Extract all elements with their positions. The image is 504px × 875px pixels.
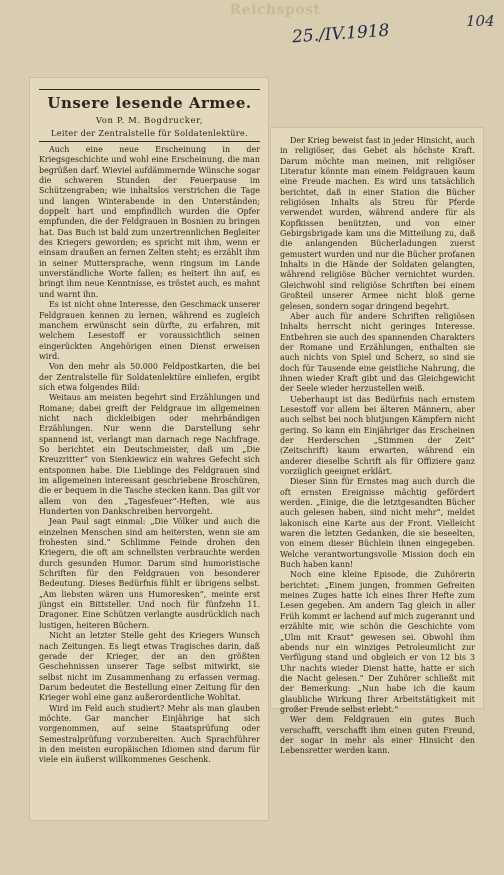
right-paragraph: Ueberhaupt ist das Bedürfnis nach ernstem Lesestoff vor allem bei älteren Männern, aber auch selbst bei noch blutjungen Kämpfern nicht gering. So kann ein Einjähriger das Erscheinen der Herderschen „Stimmen der Zeit“ (Zeitschrift) kaum erwarten, während ein anderer dieselbe Schrift als für Offiziere ganz vorzüglich geeignet erklärt.: [280, 394, 475, 476]
left-paragraph: Wird im Feld auch studiert? Mehr als man glauben möchte. Gar mancher Einjährige hat sich vorgenommen, auf seine Staatsprüfung oder Semestralprüfung vorzubereiten. Auch Sprachführer in den meisten europäischen Idiomen sind darum für viele ein äußerst willkommenes Geschenk.: [39, 703, 260, 765]
left-paragraph: Auch eine neue Erscheinung in der Kriegsgeschichte und wohl eine Erscheinung, die man begrüßen darf. Wieviel aufdämmernde Wünsche sogar die schweren Stunden der Feuerpause im Schützengraben; wie inhaltslos verstrichen die Tage und langen Winterabende in den Unterständen; doppelt hart und empfindlich wurden die Opfer empfunden, die der Feldgrauen in Bosnien zu bringen hat. Das Buch ist bald zum unzertrennlichen Begleiter des Kriegers geworden; es spricht mit ihm, wenn er einsam draußen an fernen Zelten steht; es erzählt ihm in seiner Muttersprache, wenn ringsum im Lande unverständliche Worte fallen; es heitert ihn auf, es bringt ihm neue Kenntnisse, es tröstet auch, es mahnt und warnt ihn.: [39, 145, 260, 299]
article-title: Unsere lesende Armee.: [47, 94, 252, 112]
handwritten-folio: 104: [466, 12, 495, 30]
right-paragraph: Dieser Sinn für Ernstes mag auch durch die oft ernsten Ereignisse mächtig gefördert werden. „Einige, die die letztgesandten Bücher auch gelesen haben, sind nicht mehr“, meldet lakonisch eine Karte aus der Front. Vielleicht waren die letzten Gedanken, die sie beseelten, von einem dieser Büchlein ihnen eingegeben. Welche verantwortungsvolle Mission doch ein Buch haben kann!: [280, 477, 475, 570]
left-paragraph: Es ist nicht ohne Interesse, den Geschmack unserer Feldgrauen kennen zu lernen, während es zugleich manchem erwünscht sein dürfte, zu erfahren, mit welchem Lesestoff er voraussichtlich seinen eingerückten Angehörigen einen Dienst erweisen wird.: [39, 300, 260, 361]
divider-rule: [39, 141, 260, 142]
handwritten-date: 25./IV.1918: [291, 20, 391, 48]
right-paragraph: Noch eine kleine Episode, die Zuhörerin berichtet: „Einem jungen, frommen Gefreiten meines Zuges hatte ich eines Ihrer Hefte zum Lesen gegeben. Am andern Tag gleich in aller Früh kommt er lachend auf mich zugerannt und erzählte mir, wie schön die Geschichte vom „Ulm mit Kraut“ gewesen sei. Obwohl ihm abends nur ein winziges Petroleumlicht zur Verfügung stand und obgleich er von 12 bis 3 Uhr nachts wieder Dienst hatte, hatte er sich die Nacht gelesen.“ Der Zuhörer schließt mit der Bemerkung: „Nun habe ich die kaum glaubliche Wirkung Ihrer Arbeitstätigkeit mit großer Freude selbst erlebt.“: [280, 570, 475, 714]
right-paragraph: Der Krieg beweist fast in jeder Hinsicht, auch in religiöser, das Gebet als höchste Kraft. Darum möchte man meinen, mit religiöser Literatur könnte man einem Feldgrauen kaum eine Freude machen. Es wird uns tatsächlich berichtet, daß in einer Station die Bücher religiösen Inhalts als Streu für Pferde verwendet wurden, während andere für als Kopfkissen benützten, und von einer Gebirgsbrigade kam uns die Mitteilung zu, daß die anlangenden Bücherladungen zuerst gemustert wurden und nur die Bücher profanen Inhalts in die Hände der Soldaten gelangten, während religiöse Bücher vernichtet wurden. Gleichwohl sind religiöse Schriften bei einem Großteil unserer Armee nicht bloß gerne gelesen, sondern sogar dringend begehrt.: [280, 136, 475, 311]
article-clipping-left: [30, 78, 268, 820]
right-paragraph: Aber auch für andere Schriften religiösen Inhalts herrscht nicht geringes Interesse. Entbehren sie auch des spannenden Charakters der Romane und Erzählungen, enthalten sie auch nichts von Spiel und Scherz, so sind sie doch für Tausende eine geistliche Nahrung, die ihnen wieder Kraft gibt und das Gleichgewicht der Seele wieder herzustellen weiß.: [280, 311, 475, 394]
article-clipping-right: [271, 128, 483, 756]
right-paragraph: Wer dem Feldgrauen ein gutes Buch verschafft, verschafft ihm einen guten Freund, der sogar in mehr als einer Hinsicht den Lebensretter werden kann.: [280, 715, 475, 756]
article-affiliation: Leiter der Zentralstelle für Soldatenlektüre.: [50, 128, 249, 138]
left-paragraph: Weitaus am meisten begehrt sind Erzählungen und Romane; dabei greift der Feldgraue im allgemeinen nicht nach dickleibigen oder mehrbändigen Erzählungen. Nur wenn die Darstellung sehr spannend ist, verlangt man darnach rege Nachfrage. So berichtet ein Deutschmeister, daß um „Die Kreuzritter“ von Sienkiewicz ein wahres Gefecht sich entsponnen habe. Die Lieblinge des Feldgrauen sind im allgemeinen interessant geschriebene Broschüren, die er bequem in die Tasche stecken kann. Das gilt vor allem von den „Tagesfeuer“-Heften, wie aus Hunderten von Dankschreiben hervorgeht.: [39, 393, 260, 517]
article-byline: Von P. M. Bogdrucker,: [95, 116, 204, 126]
left-paragraph: Jean Paul sagt einmal: „Die Völker und auch die einzelnen Menschen sind am heitersten, wenn sie am frohesten sind.“ Schlimme Feinde drohen den Kriegern, die oft am schnellsten verbrauchte werden durch gesunden Humor. Darum sind humoristische Schriften für den Feldgrauen von besonderer Bedeutung. Dieses Bedürfnis fühlt er übrigens selbst. „Am liebsten wären uns Humoresken“, meinte erst jüngst ein Bittsteller. Und noch für fünfzehn 11. Dragoner. Eine Schützen verlangte ausdrücklich nach lustigen, heiteren Büchern.: [39, 517, 260, 630]
left-paragraph: Nicht an letzter Stelle geht des Kriegers Wunsch nach Zeitungen. Es liegt etwas Tragisches darin, daß gerade der Krieger, der an den größten Geschehnissen unserer Tage selbst mitwirkt, sie selbst nicht im Zusammenhang zu erfassen vermag. Darum bedeutet die Bestellung einer Zeitung für den Krieger wohl eine ganz außerordentliche Wohltat.: [39, 631, 260, 703]
left-paragraph: Von den mehr als 50.000 Feldpostkarten, die bei der Zentralstelle für Soldatenlektüre einliefen, ergibt sich etwa folgendes Bild:: [39, 362, 260, 392]
masthead: Reichspost: [229, 2, 321, 18]
top-rule: [39, 89, 260, 90]
